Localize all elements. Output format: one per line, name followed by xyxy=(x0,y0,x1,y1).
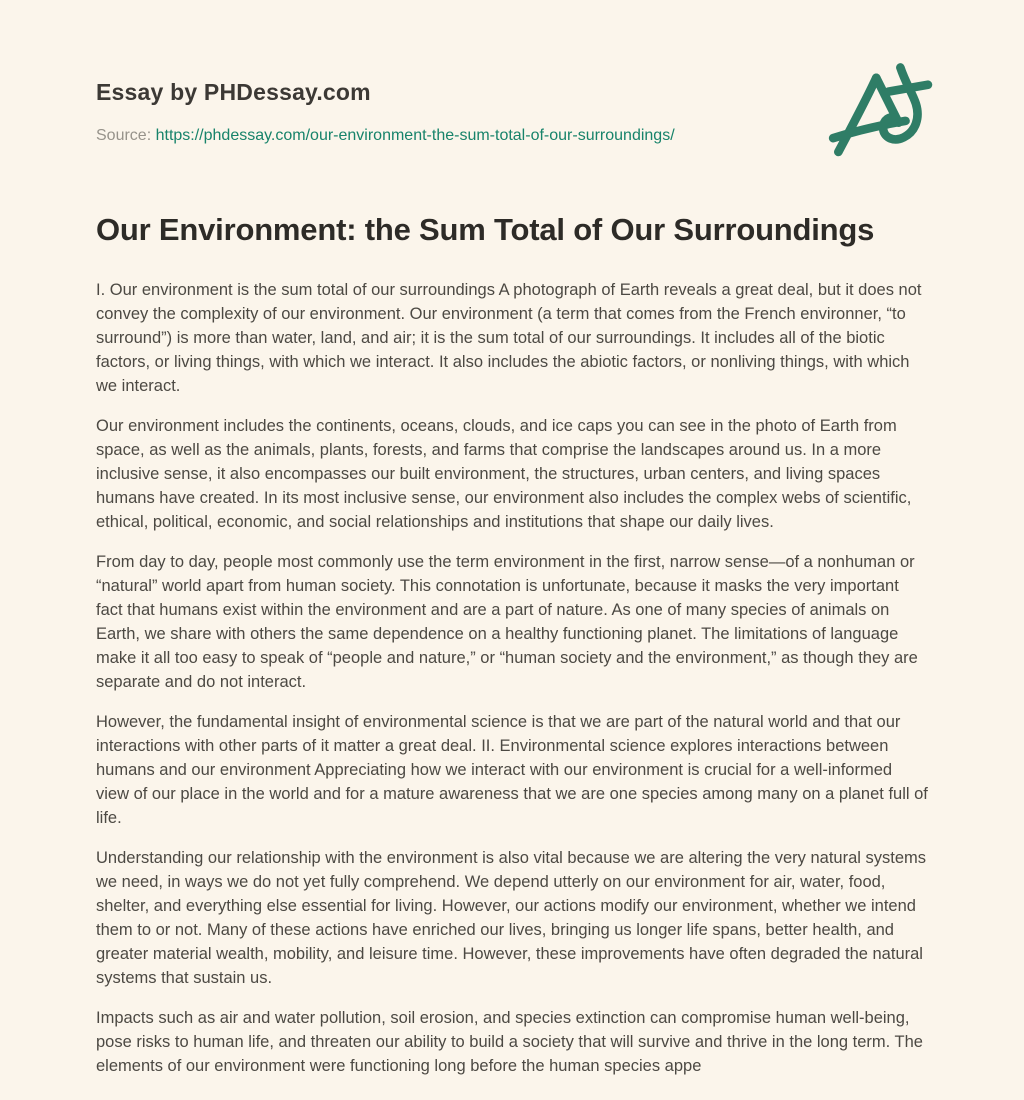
source-link[interactable]: https://phdessay.com/our-environment-the-sum-total-of-our-surroundings/ xyxy=(155,127,675,144)
page-header xyxy=(96,78,928,146)
essay-body xyxy=(96,210,928,1078)
essay-paragraph-2: Our environment includes the continents, oceans, clouds, and ice caps you can see in the photo of Earth from space, as well as the animals, plants, forests, and farms that comprise the landscapes around us. In a more inclusive sense, it also encompasses our built environment, the structures, urban centers, and living spaces humans have created. In its most inclusive sense, our environment also includes the complex webs of scientific, ethical, political, economic, and social relationships and institutions that shape our daily lives. xyxy=(96,417,912,531)
essay-paragraph-3: From day to day, people most commonly use the term environment in the first, narrow sense—of a nonhuman or “natural” world apart from human society. This connotation is unfortunate, because it masks the very important fact that humans exist within the environment and are a part of nature. As one of many species of animals on Earth, we share with others the same dependence on a healthy functioning planet. The limitations of language make it all too easy to speak of “people and nature,” or “human society and the environment,” as though they are separate and do not interact. xyxy=(96,553,918,691)
essay-paragraph-1: I. Our environment is the sum total of our surroundings A photograph of Earth reveals a great deal, but it does not convey the complexity of our environment. Our environment (a term that comes from the French environner, “to surround”) is more than water, land, and air; it is the sum total of our surroundings. It includes all of the biotic factors, or living things, with which we interact. It also includes the abiotic factors, or nonliving things, with which we interact. xyxy=(96,281,922,395)
byline: Essay by PHDessay.com xyxy=(96,79,371,105)
source-label: Source: xyxy=(96,127,152,144)
essay-paragraph-6: Impacts such as air and water pollution, soil erosion, and species extinction can compromise human well-being, pose risks to human life, and threaten our ability to build a society that will survive and thrive in the long term. The elements of our environment were functioning long before the human species appe xyxy=(96,1009,923,1075)
essay-paragraph-4: However, the fundamental insight of environmental science is that we are part of the natural world and that our interactions with other parts of it matter a great deal. II. Environmental science explores interactions between humans and our environment Appreciating how we interact with our environment is crucial for a well-informed view of our place in the world and for a mature awareness that we are one species among many on a planet full of life. xyxy=(96,713,928,827)
essay-paragraph-5: Understanding our relationship with the environment is also vital because we are altering the very natural systems we need, in ways we do not yet fully comprehend. We depend utterly on our environment for air, water, food, shelter, and everything else essential for living. However, our actions modify our environment, whether we intend them to or not. Many of these actions have enriched our lives, bringing us longer life spans, better health, and greater material wealth, mobility, and leisure time. However, these improvements have often degraded the natural systems that sustain us. xyxy=(96,849,927,987)
source-line xyxy=(96,126,928,146)
page-title: Our Environment: the Sum Total of Our Surroundings xyxy=(96,212,875,247)
a-plus-logo-icon xyxy=(828,52,940,164)
